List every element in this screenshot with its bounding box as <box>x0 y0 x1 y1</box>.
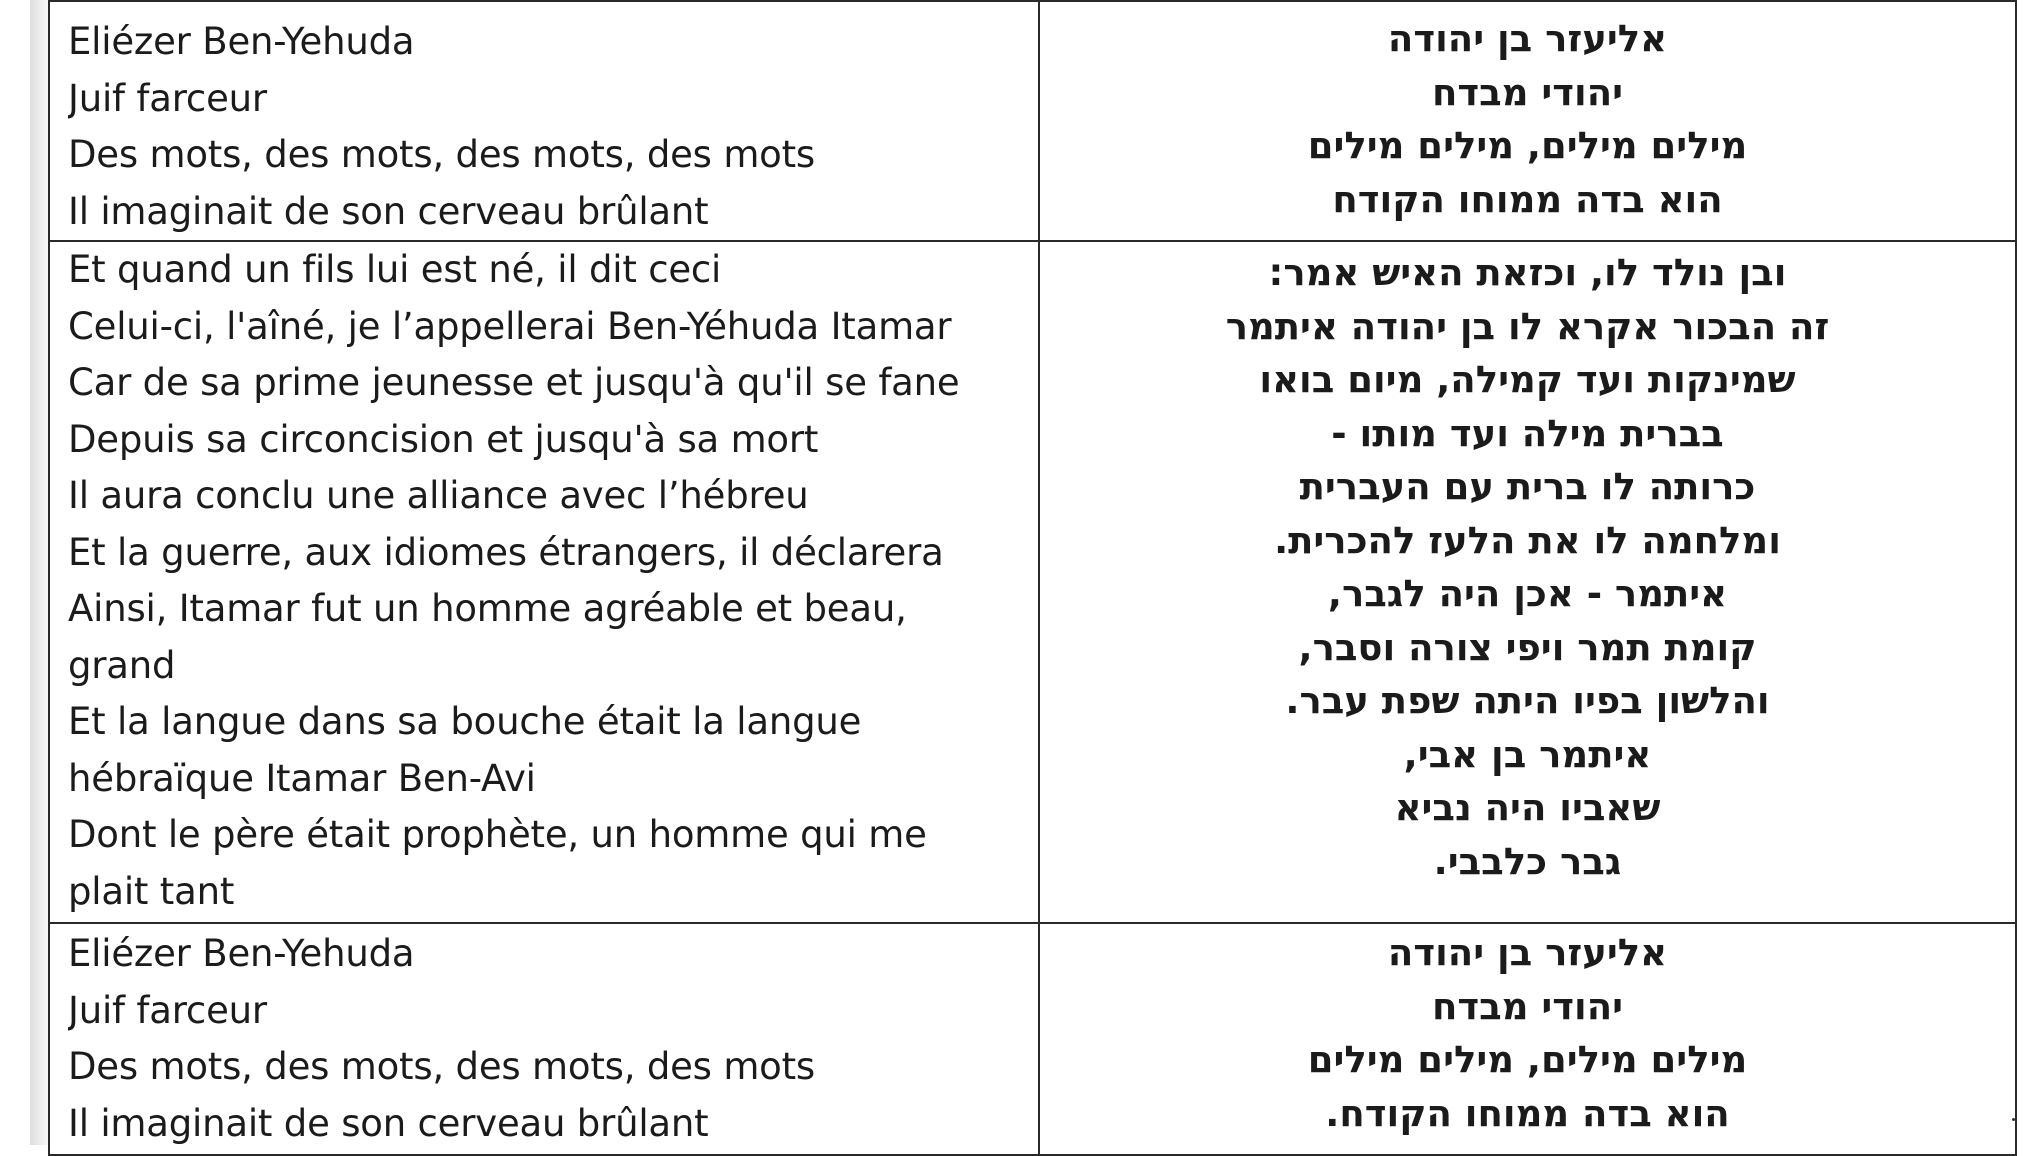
scan-speck <box>2012 1118 2015 1121</box>
hebrew-stanza-2 <box>1040 242 2015 888</box>
hebrew-cell-3 <box>1039 923 2016 1155</box>
french-line: Il aura conclu une alliance avec l’hébreu <box>68 474 809 517</box>
stanza-row-2 <box>49 241 2016 923</box>
hebrew-line: מילים מילים, מילים מילים <box>1307 124 1748 167</box>
hebrew-line: ומלחמה לו את הלעז להכרית. <box>1274 518 1781 562</box>
hebrew-line: ובן נולד לו, וכזאת האיש אמר: <box>1268 251 1787 294</box>
stanza-row-3 <box>49 923 2016 1155</box>
stanza-row-1 <box>49 1 2016 241</box>
hebrew-line: יהודי מבדח <box>1431 70 1624 114</box>
hebrew-line: הוא בדה ממוחו הקודח. <box>1325 1091 1730 1135</box>
french-cell-1 <box>49 1 1039 241</box>
hebrew-line: אליעזר בן יהודה <box>1387 931 1668 974</box>
hebrew-line: גבר כלבבי. <box>1433 839 1622 883</box>
hebrew-line: זה הבכור אקרא לו בן יהודה איתמר <box>1225 304 1830 348</box>
french-line: Eliézer Ben-Yehuda <box>68 932 415 975</box>
french-stanza-2 <box>68 242 1038 920</box>
bilingual-poem-table <box>48 0 2017 1156</box>
french-line: Et la guerre, aux idiomes étrangers, il déclarera <box>68 530 944 574</box>
french-line: Juif farceur <box>68 76 267 120</box>
hebrew-line: שמינקות ועד קמילה, מיום בואו <box>1259 358 1796 401</box>
french-line: Depuis sa circoncision et jusqu'à sa mort <box>68 417 819 461</box>
hebrew-line: קומת תמר ויפי צורה וסבר, <box>1298 625 1757 669</box>
hebrew-line: שאביו היה נביא <box>1394 786 1661 829</box>
hebrew-line: הוא בדה ממוחו הקודח <box>1332 177 1723 221</box>
hebrew-cell-1 <box>1039 1 2016 241</box>
french-line: Et la langue dans sa bouche était la langue <box>68 700 862 743</box>
hebrew-line: אליעזר בן יהודה <box>1387 17 1668 60</box>
french-stanza-1 <box>68 2 1038 240</box>
french-line: Et quand un fils lui est né, il dit ceci <box>68 248 722 291</box>
hebrew-stanza-3 <box>1040 924 2015 1140</box>
french-line: Car de sa prime jeunesse et jusqu'à qu'il se fane <box>68 361 960 404</box>
french-line: Il imaginait de son cerveau brûlant <box>68 189 709 233</box>
french-line: grand <box>68 643 176 687</box>
french-line: hébraïque Itamar Ben-Avi <box>68 756 536 800</box>
french-line: Des mots, des mots, des mots, des mots <box>68 133 815 176</box>
french-line: Il imaginait de son cerveau brûlant <box>68 1101 709 1145</box>
french-line: Juif farceur <box>68 988 267 1032</box>
french-line: Ainsi, Itamar fut un homme agréable et beau, <box>68 587 907 630</box>
french-line: Eliézer Ben-Yehuda <box>68 20 415 63</box>
hebrew-line: בברית מילה ועד מותו - <box>1331 411 1724 455</box>
french-stanza-3 <box>68 924 1038 1152</box>
hebrew-line: והלשון בפיו היתה שפת עבר. <box>1285 679 1770 722</box>
hebrew-line: כרותה לו ברית עם העברית <box>1299 465 1756 508</box>
french-line: plait tant <box>68 869 235 913</box>
french-cell-3 <box>49 923 1039 1155</box>
french-line: Dont le père était prophète, un homme qui me <box>68 813 927 856</box>
hebrew-line: מילים מילים, מילים מילים <box>1307 1038 1748 1081</box>
hebrew-line: יהודי מבדח <box>1431 984 1624 1028</box>
hebrew-line: איתמר בן אבי, <box>1403 732 1652 776</box>
french-cell-2 <box>49 241 1039 923</box>
french-line: Celui-ci, l'aîné, je l’appellerai Ben-Yéhuda Itamar <box>68 304 952 348</box>
hebrew-cell-2 <box>1039 241 2016 923</box>
french-line: Des mots, des mots, des mots, des mots <box>68 1045 815 1088</box>
hebrew-line: איתמר - אכן היה לגבר, <box>1327 572 1728 615</box>
hebrew-stanza-1 <box>1040 2 2015 226</box>
